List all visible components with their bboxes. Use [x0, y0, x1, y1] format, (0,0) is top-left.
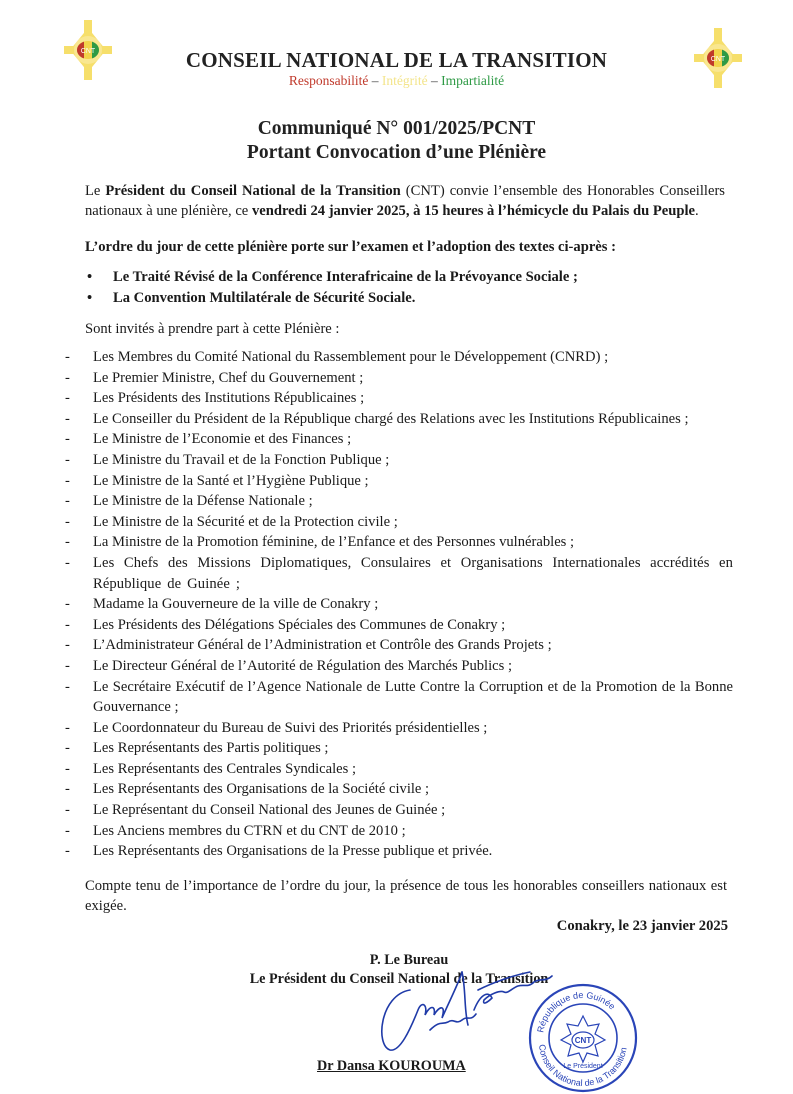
invitee-text: Le Ministre du Travail et de la Fonction Publique ; — [93, 451, 390, 468]
invitee-text: Le Ministre de l’Economie et des Finances ; — [93, 431, 352, 448]
invitee-item — [63, 532, 733, 553]
invitee-item — [63, 368, 733, 389]
invitee-item — [63, 718, 733, 739]
dash-icon: - — [65, 410, 70, 427]
dash-icon: - — [65, 513, 70, 530]
invitee-item — [63, 512, 733, 533]
invitee-item — [63, 656, 733, 677]
communique-subject: Portant Convocation d’une Plénière — [246, 142, 547, 163]
intro-paragraph — [85, 181, 725, 221]
motto-integrite: Intégrité — [381, 73, 428, 88]
agenda-item-text: La Convention Multilatérale de Sécurité Sociale. — [113, 289, 416, 306]
motto-impartialite: Impartialité — [441, 73, 505, 88]
invitee-text: Le Conseiller du Président de la République chargé des Relations avec les Institutions Républicaines ; — [93, 410, 689, 427]
agenda-list — [87, 267, 727, 308]
invitee-item — [63, 635, 733, 656]
dash-icon: - — [65, 678, 70, 695]
institution-title: CONSEIL NATIONAL DE LA TRANSITION — [185, 48, 608, 72]
invitee-item — [63, 553, 733, 594]
agenda-item-text: Le Traité Révisé de la Conférence Interafricaine de la Prévoyance Sociale ; — [113, 269, 578, 285]
invitee-item — [63, 388, 733, 409]
invitee-text: Les Représentants des Centrales Syndicales ; — [93, 760, 357, 777]
invitee-text: L’Administrateur Général de l’Administration et Contrôle des Grands Projets ; — [93, 637, 552, 654]
invitee-text: La Ministre de la Promotion féminine, de l’Enfance et des Personnes vulnérables ; — [93, 534, 575, 551]
invitee-item — [63, 800, 733, 821]
intro-date-venue: vendredi 24 janvier 2025, à 15 heures à l’hémicycle du Palais du Peuple — [251, 203, 696, 219]
agenda-item — [87, 267, 727, 288]
signatory-name: Dr Dansa KOUROUMA — [317, 1058, 466, 1074]
invitee-item — [63, 450, 733, 471]
dash-icon: - — [65, 472, 70, 489]
stamp-inner-text: Le Président — [563, 1063, 603, 1070]
dash-icon: - — [65, 431, 70, 448]
invitee-item — [63, 594, 733, 615]
invitee-text: Les Représentants des Organisations de la Presse publique et privée. — [93, 843, 493, 860]
intro-text: . — [695, 203, 699, 219]
intro-text: (CNT) convie l’ensemble des Honorables Conseillers nationaux à une plénière, ce — [85, 183, 725, 219]
invitee-text: Les Chefs des Missions Diplomatiques, Consulaires et Organisations Internationales accrédités en République de Guinée ; — [93, 554, 733, 592]
dash-icon: - — [65, 637, 70, 654]
invitee-item — [63, 347, 733, 368]
invitee-text: Le Coordonnateur du Bureau de Suivi des Priorités présidentielles ; — [93, 719, 488, 736]
bullet-icon: • — [87, 289, 93, 306]
invitee-text: Le Premier Ministre, Chef du Gouvernement ; — [93, 369, 364, 386]
stamp-top-text: République de Guinée — [535, 989, 618, 1034]
logo-text: CNT — [80, 48, 96, 55]
invitee-text: Le Représentant du Conseil National des Jeunes de Guinée ; — [93, 802, 446, 819]
invitee-text: Les Représentants des Partis politiques ; — [93, 740, 329, 757]
invitee-item — [63, 779, 733, 800]
invitee-list — [63, 347, 733, 862]
dash-icon: - — [65, 719, 70, 736]
dash-icon: - — [65, 369, 70, 386]
invitees-intro: Sont invités à prendre part à cette Plénière : — [85, 321, 340, 337]
invitee-item — [63, 429, 733, 450]
invitee-item — [63, 491, 733, 512]
dash-icon: - — [65, 534, 70, 551]
invitee-text: Les Membres du Comité National du Rassemblement pour le Développement (CNRD) ; — [93, 349, 609, 365]
invitee-text: Les Anciens membres du CTRN et du CNT de 2010 ; — [93, 822, 406, 839]
intro-president: Président du Conseil National de la Transition — [105, 183, 401, 199]
bullet-icon: • — [87, 269, 93, 285]
dash-icon: - — [65, 349, 70, 365]
agenda-item — [87, 288, 727, 309]
invitee-text: Madame la Gouverneure de la ville de Conakry ; — [93, 596, 379, 613]
invitee-text: Les Présidents des Institutions Républicaines ; — [93, 390, 365, 407]
invitee-text: Le Ministre de la Défense Nationale ; — [93, 493, 313, 510]
agenda-intro: L’ordre du jour de cette plénière porte sur l’examen et l’adoption des textes ci-après : — [85, 239, 616, 255]
invitee-text: Le Directeur Général de l’Autorité de Régulation des Marchés Publics ; — [93, 657, 513, 674]
dash-icon: - — [65, 390, 70, 407]
invitee-item — [63, 471, 733, 492]
invitee-text: Le Ministre de la Sécurité et de la Protection civile ; — [93, 513, 398, 530]
on-behalf-label: P. Le Bureau — [369, 952, 449, 968]
dash-icon: - — [65, 451, 70, 468]
invitee-item — [63, 409, 733, 430]
intro-text: Le — [85, 183, 106, 199]
invitee-text: Les Représentants des Organisations de la Société civile ; — [93, 781, 430, 798]
dash-icon: - — [65, 596, 70, 613]
closing-paragraph: Compte tenu de l’importance de l’ordre du jour, la présence de tous les honorables conseillers nationaux est exigée. — [85, 878, 727, 914]
dash-icon: - — [65, 554, 70, 571]
dash-icon: - — [65, 843, 70, 860]
motto-separator: – — [371, 73, 379, 88]
invitee-item — [63, 841, 733, 862]
dash-icon: - — [65, 760, 70, 777]
dash-icon: - — [65, 493, 70, 510]
invitee-item — [63, 821, 733, 842]
motto-responsabilite: Responsabilité — [288, 73, 369, 88]
communique-number: Communiqué N° 001/2025/PCNT — [257, 118, 536, 139]
invitee-text: Le Secrétaire Exécutif de l’Agence Nationale de Lutte Contre la Corruption et de la Promotion de la Bonne Gouvernance ; — [93, 678, 733, 716]
place-date: Conakry, le 23 janvier 2025 — [556, 918, 728, 934]
dash-icon: - — [65, 802, 70, 819]
motto-separator: – — [431, 73, 438, 88]
official-stamp-icon — [527, 982, 639, 1094]
invitee-text: Le Ministre de la Santé et l’Hygiène Publique ; — [93, 472, 369, 489]
invitee-item — [63, 677, 733, 718]
stamp-center-text: CNT — [574, 1036, 592, 1045]
stamp-bottom-text: Conseil National de la Transition — [536, 1043, 629, 1089]
signatory-role: Le Président du Conseil National de la Transition — [249, 971, 549, 987]
communique-title — [0, 117, 793, 165]
dash-icon: - — [65, 822, 70, 839]
invitee-text: Les Présidents des Délégations Spéciales des Communes de Conakry ; — [93, 616, 506, 633]
dash-icon: - — [65, 740, 70, 757]
invitee-item — [63, 738, 733, 759]
dash-icon: - — [65, 781, 70, 798]
invitee-item — [63, 759, 733, 780]
dash-icon: - — [65, 657, 70, 674]
dash-icon: - — [65, 616, 70, 633]
logo-text: CNT — [710, 56, 726, 63]
motto — [0, 73, 793, 89]
invitee-item — [63, 615, 733, 636]
